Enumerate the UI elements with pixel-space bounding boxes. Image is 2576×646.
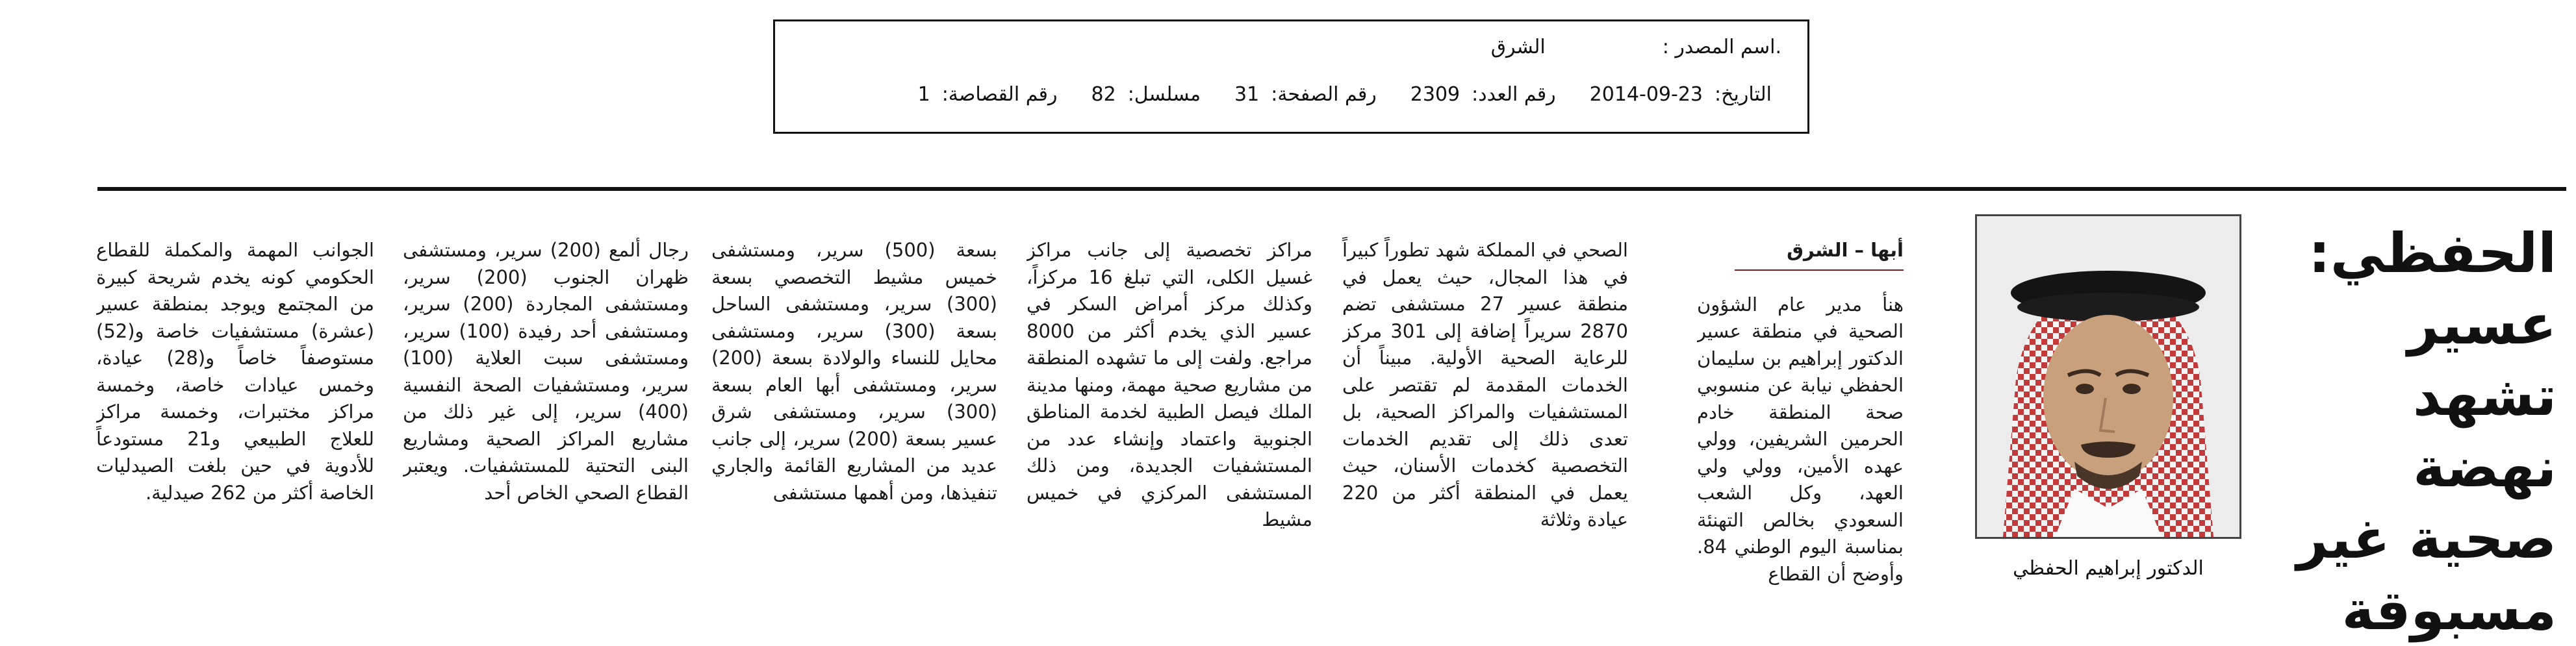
column-text-6: الجوانب المهمة والمكملة للقطاع الحكومي كونه يخدم شريحة كبيرة من المجتمع ويوجد بمنطقة عسير (عشرة) مستشفيات خاصة و(52) مستوصفاً خاصاً و(28) عيادة، وخمس عيادات خاصة، وخمسة مراكز مختبرات، وخمسة مراكز للعلاج الطبيعي و21 مستودعاً للأدوية في حين بلغت الصيدليات الخاصة أكثر من 262 صيدلية. — [96, 239, 374, 504]
serial-field — [1091, 83, 1201, 106]
issue-value: 2309 — [1410, 83, 1460, 106]
column-text-5: رجال ألمع (200) سرير، ومستشفى ظهران الجنوب (200) سرير، ومستشفى المجاردة (200) سرير، ومستشفى أحد رفيدة (100) سرير، ومستشفى سبت العلاية (100) سرير، ومستشفيات الصحة النفسية (400) سرير، إلى غير ذلك من مشاريع المراكز الصحية ومشاريع البنى التحتية للمستشفيات. ويعتبر القطاع الصحي الخاص أحد — [403, 239, 689, 504]
article-column-5 — [403, 237, 689, 607]
clip-field — [918, 83, 1058, 106]
article-column-6 — [96, 237, 374, 607]
metadata-row — [918, 83, 1772, 106]
column-text-4: بسعة (500) سرير، ومستشفى خميس مشيط التخصصي بسعة (300) سرير، ومستشفى الساحل بسعة (300) سرير، ومستشفى محايل للنساء والولادة بسعة (200) سرير، ومستشفى أبها العام بسعة (300) سرير، ومستشفى شرق عسير بسعة (200) سرير، إلى جانب عديد من المشاريع القائمة والجاري تنفيذها، ومن أهمها مستشفى — [711, 239, 997, 504]
source-row — [1491, 36, 1781, 58]
article-column-3 — [1027, 237, 1312, 607]
header-divider — [97, 187, 2566, 191]
article-column-1 — [1697, 237, 1904, 607]
clip-label: رقم القصاصة: — [941, 83, 1058, 106]
page-label: رقم الصفحة: — [1271, 83, 1377, 106]
photo-caption: الدكتور إبراهيم الحفظي — [2013, 557, 2204, 580]
article-column-2 — [1342, 237, 1628, 607]
issue-label: رقم العدد: — [1472, 83, 1556, 106]
source-value: الشرق — [1490, 36, 1546, 58]
issue-field — [1410, 83, 1556, 106]
portrait-photo — [1975, 214, 2241, 539]
date-field — [1590, 83, 1772, 106]
serial-value: 82 — [1091, 83, 1116, 106]
column-text-1: هنأ مدير عام الشؤون الصحية في منطقة عسير الدكتور إبراهيم بن سليمان الحفظي نيابة عن منسوبي صحة المنطقة خادم الحرمين الشريفين، وولي عهده الأمين، وولي ولي العهد، وكل الشعب السعودي بخالص التهنئة بمناسبة اليوم الوطني 84. وأوضح أن القطاع — [1697, 293, 1904, 585]
column-text-2: الصحي في المملكة شهد تطوراً كبيراً في هذا المجال، حيث يعمل في منطقة عسير 27 مستشفى تضم 2870 سريراً إضافة إلى 301 مركز للرعاية الصحية الأولية. مبيناً أن الخدمات المقدمة لم تقتصر على المستشفيات والمراكز الصحية، بل تعدى ذلك إلى تقديم الخدمات التخصصية كخدمات الأسنان، حيث يعمل في المنطقة أكثر من 220 عيادة وثلاثة — [1342, 239, 1628, 530]
date-value: 2014-09-23 — [1589, 83, 1703, 106]
clip-value: 1 — [917, 83, 930, 106]
article-dateline: أبها – الشرق — [1735, 237, 1904, 271]
date-label: التاريخ: — [1715, 83, 1772, 106]
article-column-4 — [711, 237, 997, 607]
page-field — [1234, 83, 1377, 106]
source-info-box — [773, 19, 1809, 134]
source-label: .اسم المصدر : — [1662, 36, 1781, 58]
portrait-illustration — [1977, 216, 2239, 537]
column-text-3: مراكز تخصصية إلى جانب مراكز غسيل الكلى، التي تبلغ 16 مركزاً، وكذلك مركز أمراض السكر في عسير الذي يخدم أكثر من 8000 مراجع. ولفت إلى ما تشهده المنطقة من مشاريع صحية مهمة، ومنها مدينة الملك فيصل الطبية لخدمة المناطق الجنوبية واعتماد وإنشاء عدد من المستشفيات الجديدة، ومن ذلك المستشفى المركزي في خميس مشيط — [1027, 239, 1312, 530]
serial-label: مسلسل: — [1127, 83, 1201, 106]
article-headline: الحفظي: عسير تشهد نهضة صحية غير مسبوقة — [2296, 221, 2557, 642]
page-value: 31 — [1234, 83, 1260, 106]
